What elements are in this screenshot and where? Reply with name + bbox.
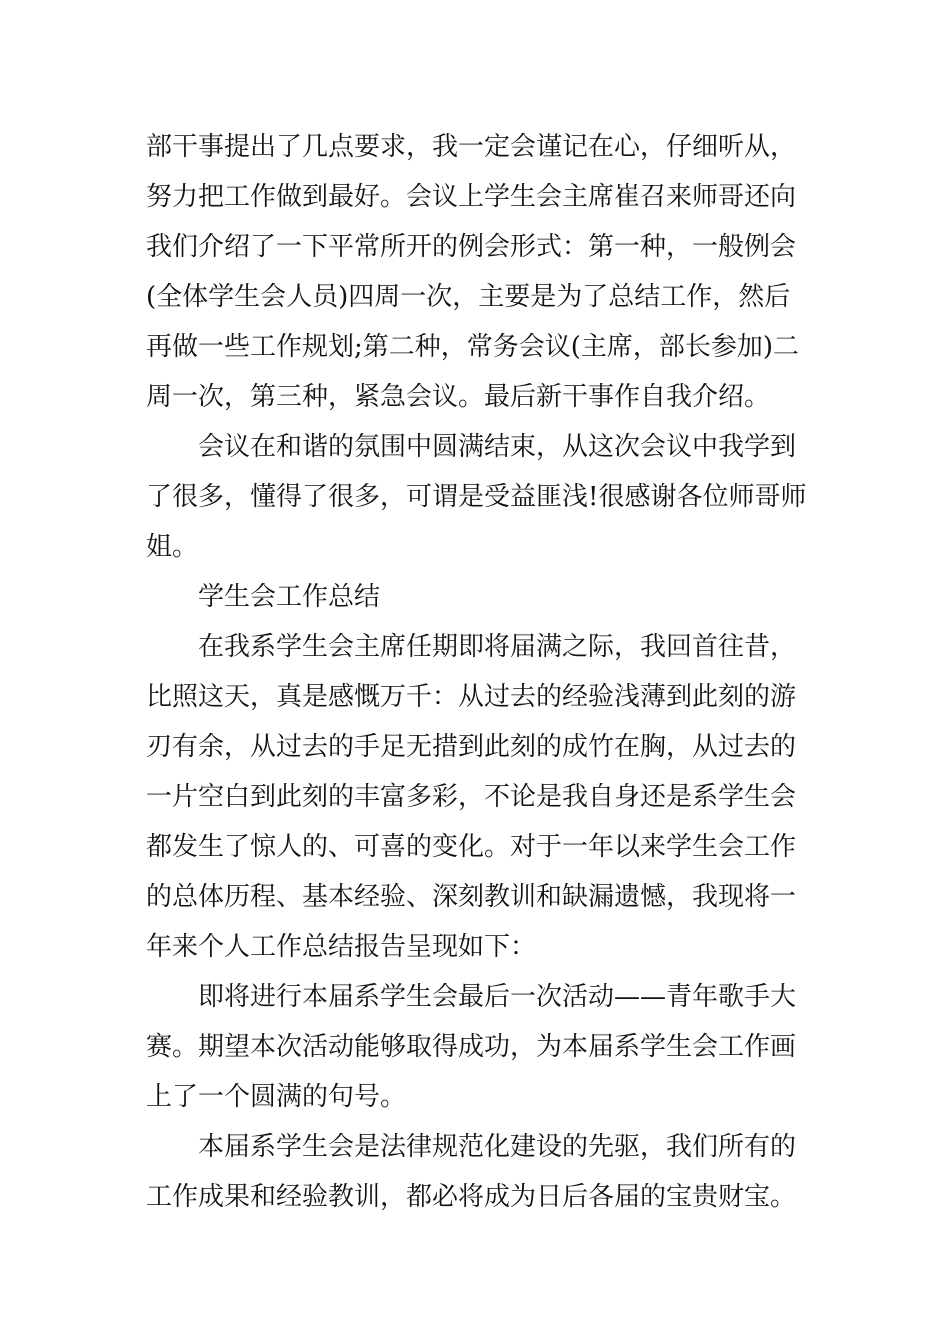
text-line: 即将进行本届系学生会最后一次活动——青年歌手大 xyxy=(198,982,797,1012)
text-line: 上了一个圆满的句号。 xyxy=(146,1082,407,1112)
text-line: 部干事提出了几点要求，我一定会谨记在心，仔细听从， xyxy=(146,132,797,162)
text-line: 我们介绍了一下平常所开的例会形式：第一种，一般例会 xyxy=(146,232,797,262)
paragraph-continued xyxy=(146,122,806,422)
heading-text: 学生会工作总结 xyxy=(198,582,381,612)
text-line: 再做一些工作规划;第二种，常务会议(主席，部长参加)二 xyxy=(146,332,800,362)
text-line: 年来个人工作总结报告呈现如下： xyxy=(146,932,537,962)
text-line: 赛。期望本次活动能够取得成功，为本届系学生会工作画 xyxy=(146,1032,797,1062)
text-line: 都发生了惊人的、可喜的变化。对于一年以来学生会工作 xyxy=(146,832,797,862)
text-line: 一片空白到此刻的丰富多彩，不论是我自身还是系学生会 xyxy=(146,782,797,812)
text-line: 姐。 xyxy=(146,532,199,562)
paragraph-final-activity xyxy=(146,972,806,1122)
paragraph-meeting-conclusion xyxy=(146,422,806,572)
document-body xyxy=(146,122,806,1222)
text-line: 周一次，第三种，紧急会议。最后新干事作自我介绍。 xyxy=(146,382,771,412)
text-line: 在我系学生会主席任期即将届满之际，我回首往昔， xyxy=(198,632,797,662)
paragraph-summary-intro xyxy=(146,622,806,972)
text-line: 努力把工作做到最好。会议上学生会主席崔召来师哥还向 xyxy=(146,182,797,212)
text-line: 比照这天，真是感慨万千：从过去的经验浅薄到此刻的游 xyxy=(146,682,797,712)
section-heading xyxy=(146,572,806,622)
text-line: 的总体历程、基本经验、深刻教训和缺漏遗憾，我现将一 xyxy=(146,882,797,912)
paragraph-legacy xyxy=(146,1122,806,1222)
text-line: 本届系学生会是法律规范化建设的先驱，我们所有的 xyxy=(198,1132,797,1162)
text-line: 刃有余，从过去的手足无措到此刻的成竹在胸，从过去的 xyxy=(146,732,797,762)
text-line: 了很多，懂得了很多，可谓是受益匪浅!很感谢各位师哥师 xyxy=(146,482,806,512)
text-line: 工作成果和经验教训，都必将成为日后各届的宝贵财宝。 xyxy=(146,1182,797,1212)
text-line: 会议在和谐的氛围中圆满结束，从这次会议中我学到 xyxy=(198,432,797,462)
text-line: (全体学生会人员)四周一次，主要是为了总结工作，然后 xyxy=(146,282,791,312)
